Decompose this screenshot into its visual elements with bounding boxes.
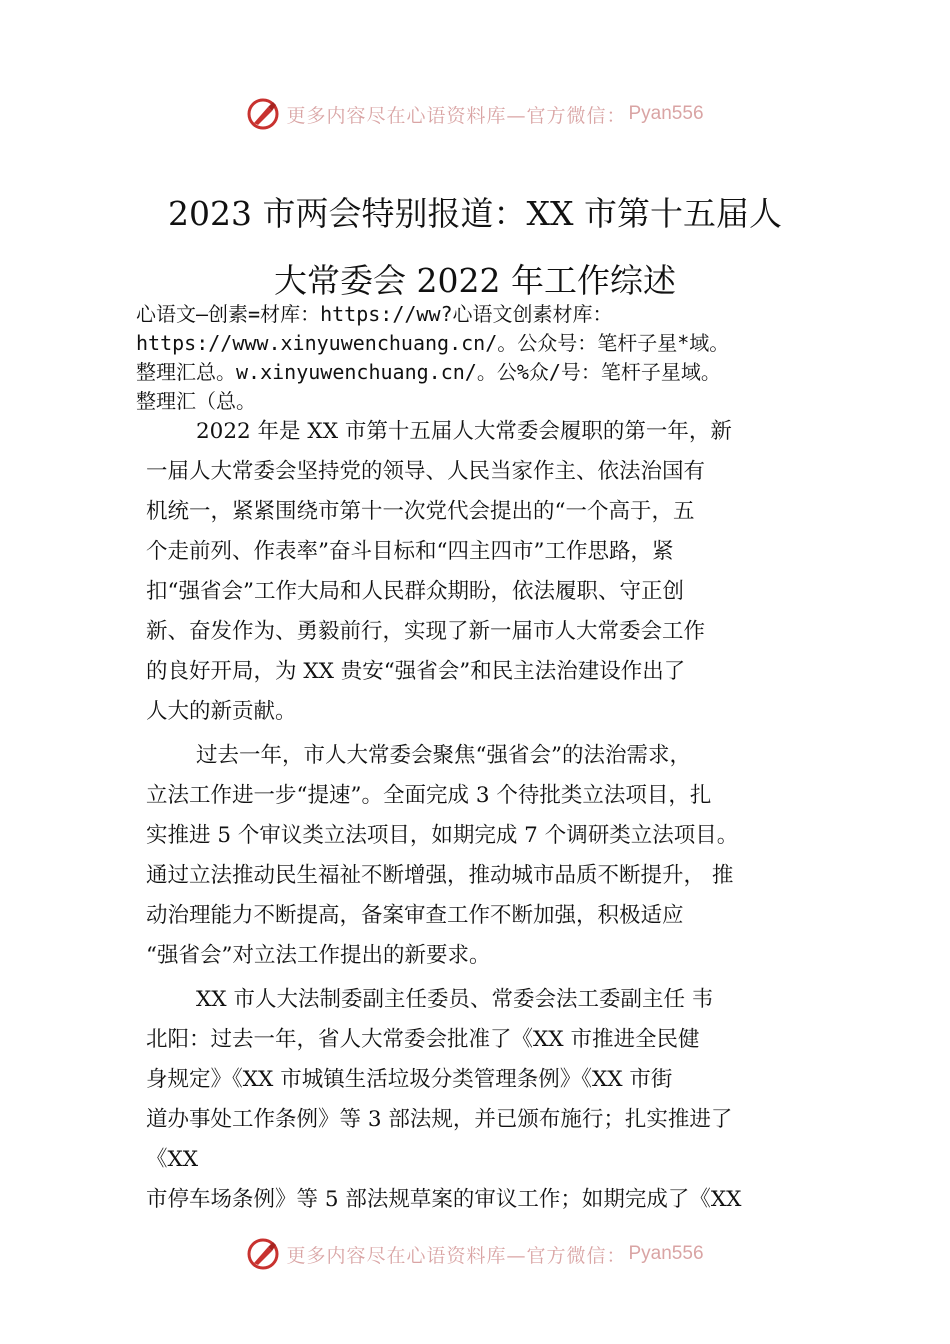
banner-text: 更多内容尽在心语资料库—官方微信： [286,1244,627,1267]
document-title-line-2: 大常委会 2022 年工作综述 [274,261,676,300]
footer-banner [0,1234,950,1274]
paragraph-2 [146,736,816,976]
text-line: 立法工作进一步“提速”。全面完成 3 个待批类立法项目，扎 [146,783,712,808]
document-title-line-1: 2023 市两会特别报道：XX 市第十五届人 [168,194,782,233]
text-line: 市停车场条例》等 5 部法规草案的审议工作；如期完成了《XX [146,1187,742,1212]
text-line: 新、奋发作为、勇毅前行，实现了新一届市人大常委会工作 [146,619,706,644]
text-line: 通过立法推动民生福祉不断增强，推动城市品质不断提升， 推 [146,863,734,888]
text-line: 过去一年，市人大常委会聚焦“强省会”的法治需求， [196,743,691,768]
paragraph-3 [146,980,816,1220]
text-line: 2022 年是 XX 市第十五届人大常委会履职的第一年，新 [196,419,732,444]
document-body [146,412,816,1220]
text-line: 扣“强省会”工作大局和人民群众期盼，依法履职、守正创 [146,579,684,604]
text-line: 道办事处工作条例》等 3 部法规，并已颁布施行；扎实推进了 [146,1107,733,1132]
banner-wechat-id: Pyan556 [628,1243,704,1264]
source-line: 心语文—创素=材库：https://ww?心语文创素材库： [136,302,613,326]
text-line: 动治理能力不断提高，备案审查工作不断加强，积极适应 [146,903,684,928]
banner-text: 更多内容尽在心语资料库—官方微信： [286,104,627,127]
banner-wechat-id: Pyan556 [628,103,704,124]
source-notice [136,300,836,416]
source-line: 整理汇（总。 [136,389,256,413]
text-line: 身规定》《XX 市城镇生活垃圾分类管理条例》《XX 市街 [146,1067,673,1092]
source-line: 整理汇总。w.xinyuwenchuang.cn/。公%众/号：笔杆子星域。 [136,360,721,384]
pen-seal-icon [246,97,280,131]
text-line: 机统一，紧紧围绕市第十一次党代会提出的“一个高于，五 [146,499,695,524]
paragraph-1 [146,412,816,732]
source-line: https://www.xinyuwenchuang.cn/。公众号：笔杆子星*域。 [136,331,730,355]
text-line: 一届人大常委会坚持党的领导、人民当家作主、依法治国有 [146,459,706,484]
header-banner [0,94,950,134]
pen-seal-icon [246,1237,280,1271]
text-line: XX 市人大法制委副主任委员、常委会法工委副主任 韦 [196,987,714,1012]
text-line: 北阳：过去一年，省人大常委会批准了《XX 市推进全民健 [146,1027,700,1052]
text-line: 人大的新贡献。 [146,699,297,724]
text-line: 个走前列、作表率”奋斗目标和“四主四市”工作思路，紧 [146,539,674,564]
text-line: 实推进 5 个审议类立法项目，如期完成 7 个调研类立法项目。 [146,823,739,848]
text-line: 《XX [146,1147,199,1172]
text-line: “强省会”对立法工作提出的新要求。 [146,943,491,968]
text-line: 的良好开局，为 XX 贵安“强省会”和民主法治建设作出了 [146,659,686,684]
